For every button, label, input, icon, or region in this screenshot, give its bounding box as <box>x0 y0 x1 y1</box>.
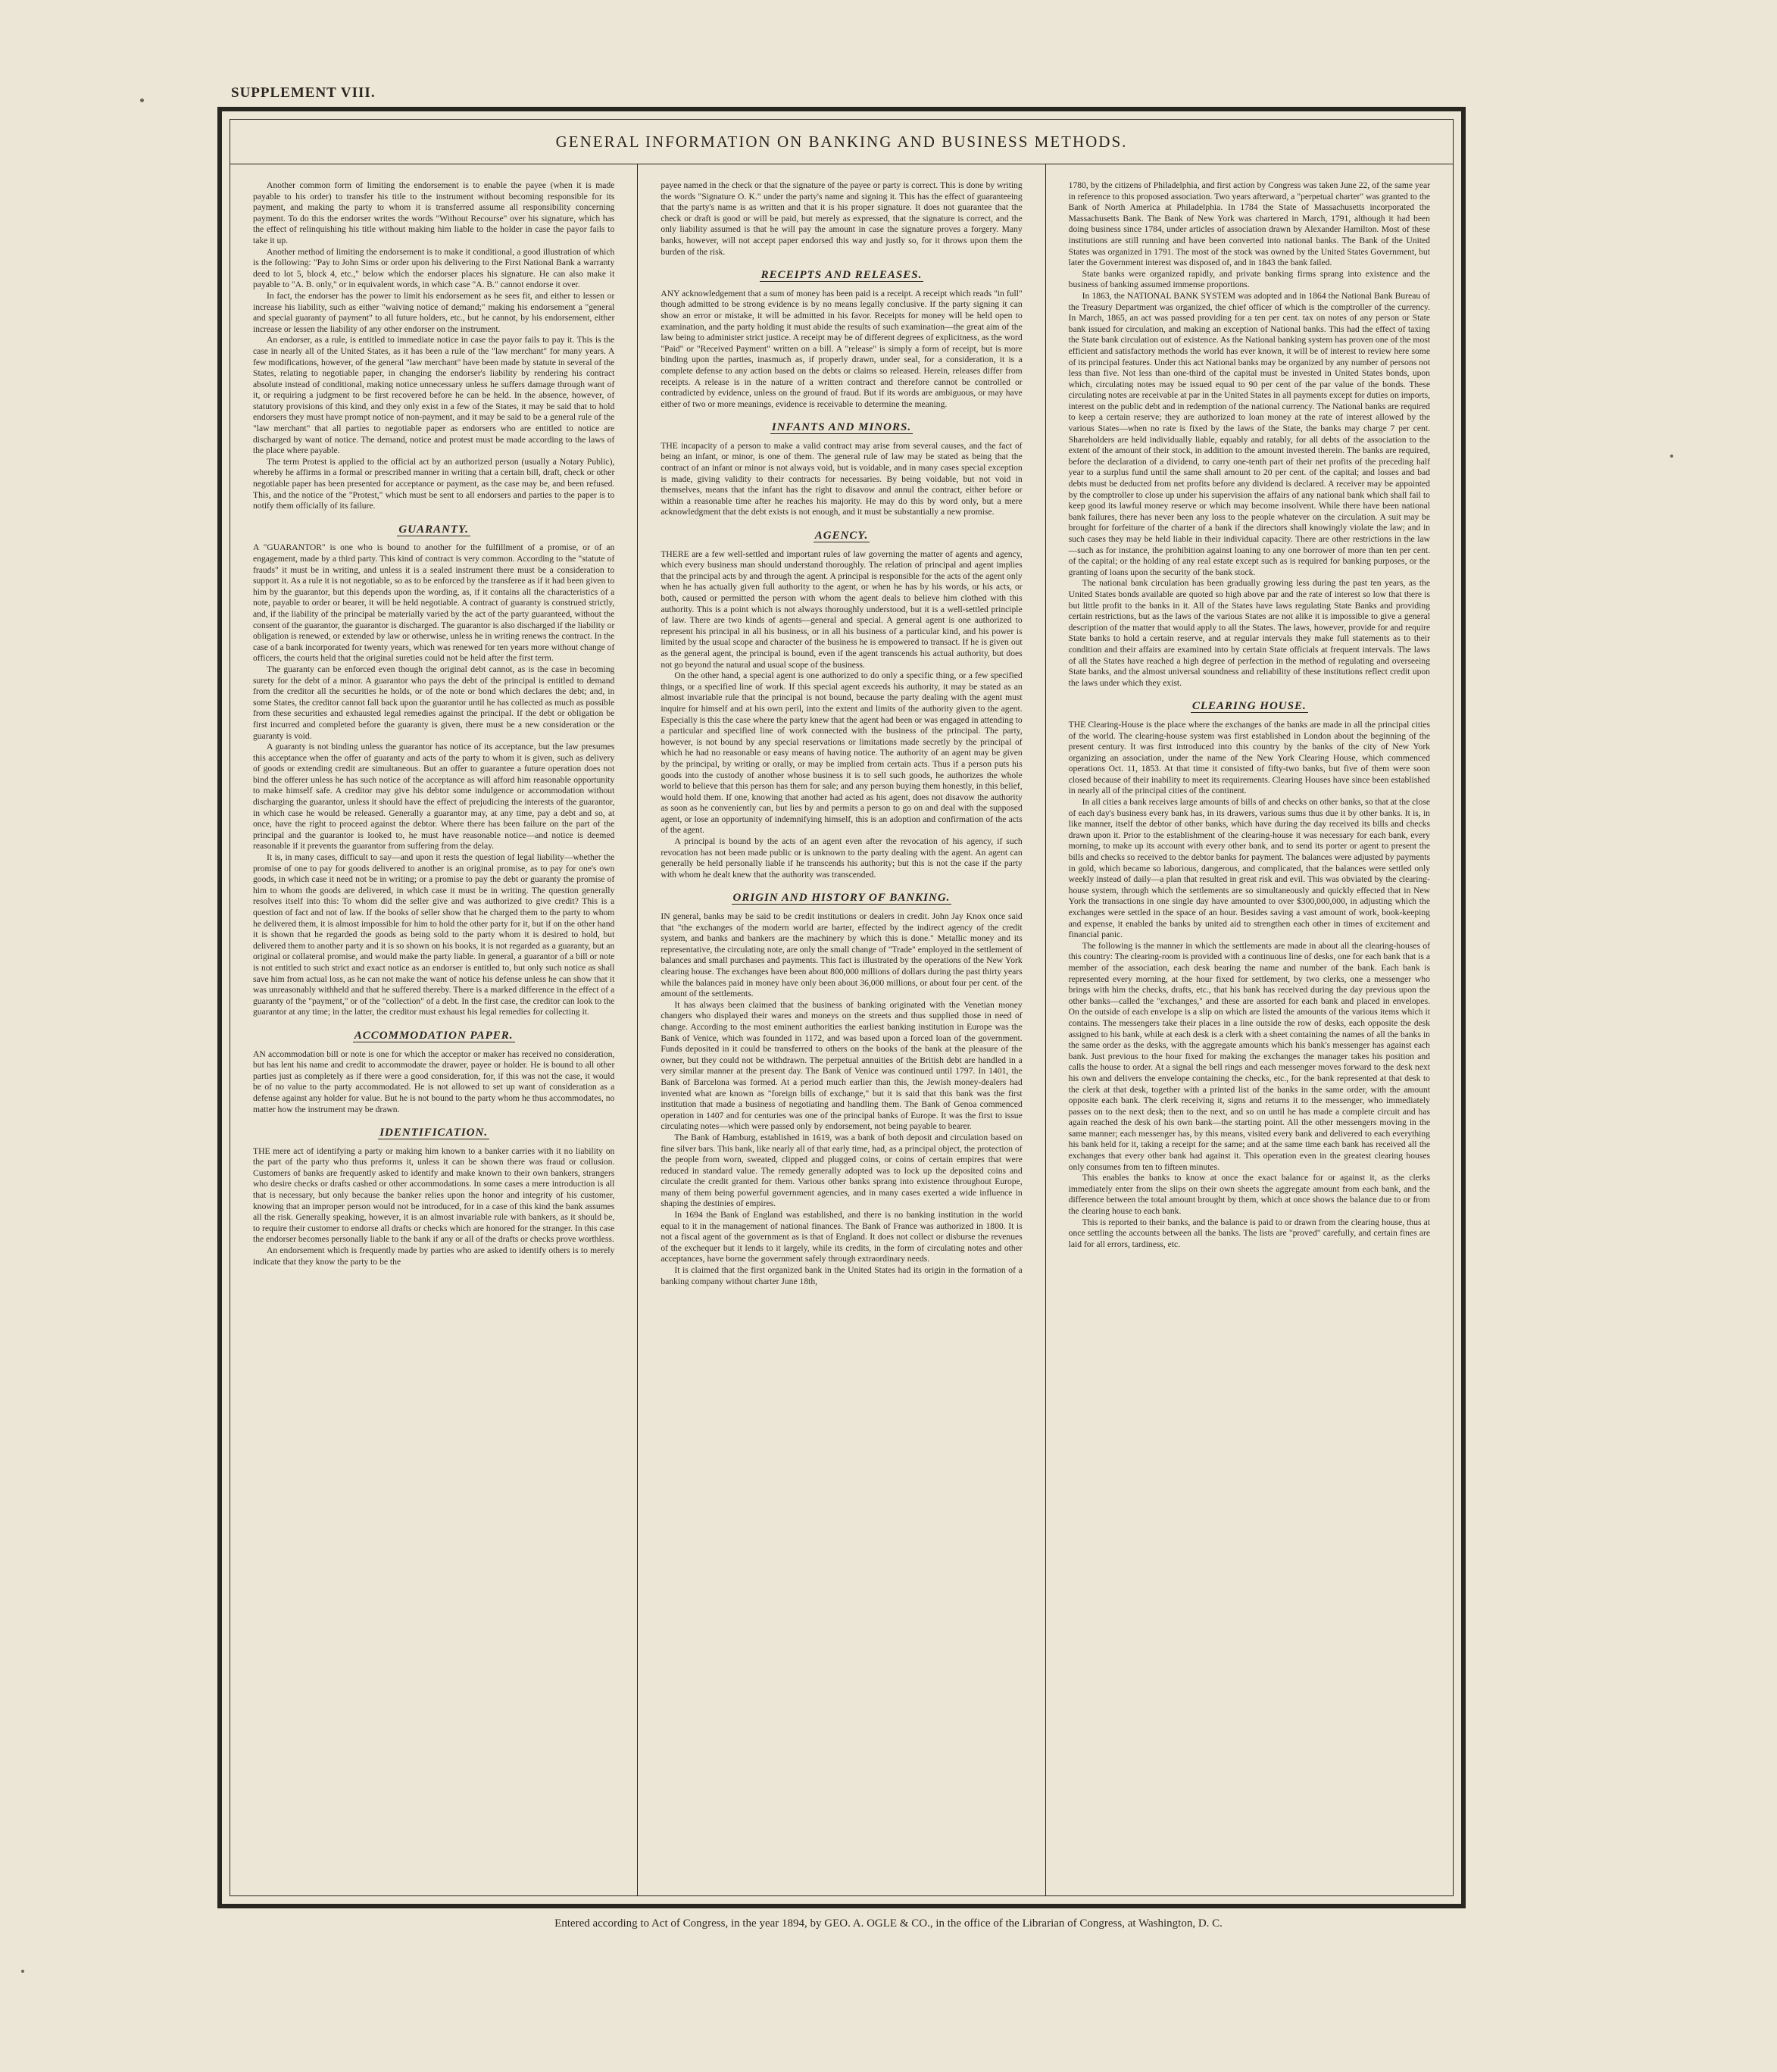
column-1 <box>230 164 637 1895</box>
paragraph: In 1863, the NATIONAL BANK SYSTEM was adopted and in 1864 the National Bank Bureau of the Treasury Department was organized, the chief officer of which is the comptroller of the currency. In March, 1865, an act was passed providing for a ten per cent. tax on notes of any person or State bank issued for circulation, and making an exception of National banks. This had the effect of taxing the State bank circulation out of existence. As the National banking system has proven one of the most efficient and satisfactory methods the world has ever known, it will be of interest to review here some of its principal features. Under this act National banks may be organized by any number of persons not less than five. Not less than one-third of the capital must be invested in United States bonds, upon which, circulating notes may be issued equal to 90 per cent of the par value of the bonds. These circulating notes are receivable at par in the United States in all payments except for duties on imports, interest on the public debt and in redemption of the national currency. The National banks are required to keep a certain reserve; they are authorized to loan money at the rate of interest allowed by the various States—when no rate is fixed by the laws of the State, the banks may charge 7 per cent. Shareholders are held individually liable, equably and ratably, for all debts of the association to the extent of the amount of their stock, in addition to the amount invested therein. The banks are required, before the declaration of a dividend, to carry one-tenth part of their net profits of the preceding half year to a surplus fund until the same shall amount to 20 per cent. of the capital; and losses and bad debts must be deducted from net profits before any dividend is declared. A receiver may be appointed by the comptroller to close up under his supervision the affairs of any national bank which shall fail to keep good its lawful money reserve or which may become insolvent. While there have been national bank failures, there has never been any loss to the people whatever on the circulation. A suit may be brought for forfeiture of the charter of a bank if the directors shall knowingly violate the law; and in such cases they may be held liable in their individual capacity. There are other restrictions in the law—such as for instance, the prohibition against loaning to any one borrower of more than ten per cent. of the capital; or the holding of any real estate except such as is required for banking purposes, or the granting of loans upon the security of the bank stock. <box>1068 290 1430 577</box>
section-heading-text: ACCOMMODATION PAPER. <box>354 1029 514 1042</box>
paragraph: An endorser, as a rule, is entitled to immediate notice in case the payor fails to pay it. This is the case in nearly all of the United States, as it has been a rule of the "law merchant" for many years. A few modifications, however, of the general "law merchant" have been made by statute in several of the States, relating to negotiable paper, in changing the endorser's liability by rendering his contract absolute instead of conditional, making notice unnecessary unless he suffers damage through want of it, or requiring a judgment to be first recovered before he can be held. In the absence, however, of statutory provisions of this kind, and they only exist in a few of the States, it may be said that to hold endorsers they must have prompt notice of non-payment, and it may be said to be a general rule of the "law merchant" that all parties to negotiable paper as endorsers who are entitled to notice are discharged by want of notice. The demand, notice and protest must be made according to the laws of the place where payable. <box>253 335 615 456</box>
section-heading <box>253 1127 614 1139</box>
section-heading <box>1069 701 1430 712</box>
section-heading <box>661 892 1022 904</box>
paragraph: This is reported to their banks, and the balance is paid to or drawn from the clearing house, thus at once settling the accounts between all the banks. The lists are "proved" carefully, and certain fines are laid for all errors, tardiness, etc. <box>1068 1217 1430 1249</box>
section-heading-text: ORIGIN AND HISTORY OF BANKING. <box>732 892 951 905</box>
section-heading-text: RECEIPTS AND RELEASES. <box>760 269 923 282</box>
paragraph: Another method of limiting the endorsement is to make it conditional, a good illustration of which is the following: "Pay to John Sims or order upon his delivering to the First National Bank a warranty deed to lot 5, block 4, etc.," below which the endorser places his signature. He can also make it payable to "A. B. only," or in equivalent words, in which case "A. B." cannot endorse it over. <box>253 246 615 290</box>
section-heading-text: INFANTS AND MINORS. <box>771 421 912 434</box>
copyright-footer: Entered according to Act of Congress, in the year 1894, by GEO. A. OGLE & CO., in the office of the Librarian of Congress, at Washington, D. C. <box>554 1917 1223 1930</box>
paragraph: The national bank circulation has been gradually growing less during the past ten years, as the United States bonds available are quoted so high above par and the rate of interest so low that there is but little profit to the banks in it. All of the States have laws regulating State Banks and providing certain restrictions, but as the laws of the various States are not alike it is impossible to give a general description of the matter that would apply to all the States. The laws, however, provide for and require State banks to hold a certain reserve, and at regular intervals they make full statements as to their condition and their affairs are examined into by certain State officials at frequent intervals. The laws of all the States have reached a high degree of perfection in the method of regulating and overseeing State banks, and the almost universal soundness and reliability of these institutions reflect credit upon the laws under which they exist. <box>1068 578 1430 688</box>
paragraph: THE incapacity of a person to make a valid contract may arise from several causes, and the fact of being an infant, or minor, is one of them. The general rule of law may be stated as being that the contract of an infant or minor is not always void, but is voidable, and in many cases special exception is made, giving validity to their contracts for necessaries. By being voidable, but not void in themselves, means that the infant has the right to disavow and annul the contract, either before or within a reasonable time after he reaches his majority. He may do this by word only, but a mere acknowledgment that the debt exists is not enough, and it must be substantially a new promise. <box>661 440 1023 517</box>
section-heading-text: CLEARING HOUSE. <box>1191 700 1307 713</box>
section-heading-text: IDENTIFICATION. <box>379 1127 489 1139</box>
paragraph: State banks were organized rapidly, and private banking firms sprang into existence and the business of banking assumed immense proportions. <box>1068 268 1430 290</box>
frame-inner <box>230 119 1454 1896</box>
paragraph: It is claimed that the first organized bank in the United States had its origin in the formation of a banking company without charter June 18th, <box>661 1265 1023 1286</box>
page-frame <box>217 107 1466 1908</box>
paragraph: In all cities a bank receives large amounts of bills of and checks on other banks, so that at the close of each day's business every bank has, in its drawers, various sums thus due it by other banks. It is, in like manner, itself the debtor of other banks, which have during the day received its bills and checks drawn upon it. Prior to the establishment of the clearing-house it was necessary for each bank, every morning, to make up its account with every other bank, and to send its porter or agent to present the bills and checks so received to the debtor banks for payment. The balances were adjusted by payments in gold, which became so laborious, dangerous, and complicated, that the balances were settled only weekly instead of daily—a plan that resulted in great risk and evil. This was obviated by the clearing-house system, through which the settlements are so simultaneously and quickly effected that in New York the transactions in one single day have amounted to over $300,000,000, in adjusting which the exchanges were settled in the space of an hour. Besides saving a vast amount of work, book-keeping and expense, it enabled the banks by united aid to strengthen each other in times of excitement and financial panic. <box>1068 797 1430 940</box>
paragraph: In fact, the endorser has the power to limit his endorsement as he sees fit, and either to lessen or increase his liability, such as either "waiving notice of demand;" making his endorsement a "general and special guaranty of payment" to all future holders, etc., but he cannot, by his endorsement, either increase or lessen the liability of any other endorser on the instrument. <box>253 290 615 334</box>
paragraph: The following is the manner in which the settlements are made in about all the clearing-houses of this country: The clearing-room is provided with a continuous line of desks, one for each bank that is a member of the association, each desk bearing the name and number of the bank. Each bank is represented every morning, at the hour fixed for settlement, by two clerks, one a messenger who brings with him the checks, drafts, etc., that his bank has received during the day previous upon the other banks—called the "exchanges," and these are assorted for each bank and placed in envelopes. On the outside of each envelope is a slip on which are listed the amounts of the various items which it contains. The messengers take their places in a line outside the row of desks, each opposite the desk assigned to his bank, while at each desk is a clerk with a sheet containing the names of all the banks in the same order as the desks, with the aggregate amounts which his bank's messenger has against each bank. Just previous to the hour fixed for making the exchanges the manager takes his position and calls the house to order. At a signal the bell rings and each messenger moves forward to the desk next his own and delivers the envelope containing the checks, etc., for the bank represented at that desk to the clerk at that desk, together with a printed list of the banks in the same order, with the amount opposite each bank. The clerk receiving it, signs and returns it to the messenger, who immediately passes on to the next desk; then to the next, and so on until he has made a complete circuit and has again reached the desk of his own bank—the starting point. All the other messengers moving in the same manner; each messenger has, by this means, visited every bank and delivered to each everything his bank held for it, taking a receipt for the same; and at the same time each bank has received all the exchanges that every other bank had against it. This operation even in the greatest clearing houses only consumes from ten to fifteen minutes. <box>1068 940 1430 1172</box>
section-heading-text: GUARANTY. <box>398 523 469 536</box>
speck <box>1670 455 1673 458</box>
paragraph: ANY acknowledgement that a sum of money has been paid is a receipt. A receipt which reads "in full" though admitted to be strong evidence is by no means legally conclusive. If the party signing it can show an error or mistake, it will be admitted in his favor. Receipts for money will be held open to examination, and the party holding it must abide the results of such examination—the great aim of the law being to administer strict justice. A receipt may be of different degrees of explicitness, as the word "Paid" or "Received Payment" written on a bill. A "release" is simply a form of receipt, but is more binding upon the parties, inasmuch as, if properly drawn, under seal, for a consideration, it is a complete defense to any action based on the debts or claims so released. Herein, releases differ from receipts. A release is in the nature of a written contract and therefore cannot be controlled or contradicted by evidence, unless on the ground of fraud. But if its words are ambiguous, or may have either of two or more meanings, evidence is receivable to determine the meaning. <box>661 288 1023 409</box>
columns <box>230 164 1453 1895</box>
paragraph: payee named in the check or that the signature of the payee or party is correct. This is done by writing the words "Signature O. K." under the party's name and signing it. This has the effect of guaranteeing that the party's name is as written and that it is his proper signature. It does not guarantee that the check or draft is good or will be paid, but merely as expressed, that the signature is correct, and the only liability assumed is that he will pay the amount in case the signature proves a forgery. Many banks, however, will not accept paper endorsed this way and justly so, for it throws upon them the burden of the risk. <box>661 180 1023 257</box>
paragraph: It has always been claimed that the business of banking originated with the Venetian money changers who displayed their wares and moneys on the streets and thus supplied those in need of change. According to the most eminent authorities the earliest banking institution in Europe was the Bank of Venice, which was founded in 1172, and was based upon a forced loan of the government. Funds deposited in it could be transferred to others on the books of the bank at the pleasure of the owner, but they could not be withdrawn. The perpetual annuities of the British debt are handled in a very similar manner at the present day. The Bank of Venice was continued until 1797. In 1401, the Bank of Barcelona was formed. At a period much earlier than this, the Jewish money-dealers had invented what are known as "foreign bills of exchange," but it is said that this bank was the first institution that made a business of negotiating and handling them. The Bank of Genoa commenced operation in 1407 and for centuries was one of the principal banks of Europe. It was the first to issue circulating notes—which were passed only by endorsement, not being payable to bearer. <box>661 999 1023 1132</box>
section-heading-text: AGENCY. <box>814 530 869 542</box>
paragraph: The term Protest is applied to the official act by an authorized person (usually a Notary Public), whereby he affirms in a formal or prescribed manner in writing that a certain bill, draft, check or other negotiable paper has been presented for acceptance or payment, as the case may be, and been refused. This, and the notice of the "Protest," which must be sent to all endorsers and parties to the paper is to notify them officially of its failure. <box>253 456 615 511</box>
paragraph: The guaranty can be enforced even though the original debt cannot, as is the case in becoming surety for the debt of a minor. A guarantor who pays the debt of the principal is entitled to demand from the creditor all the securities he holds, or of the note or bond which declares the debt; and, in some States, the creditor cannot fall back upon the guarantor until he has collected as much as possible from these securities and exhausted legal remedies against the principal. If the debt or obligation be first incurred and completed before the guaranty is given, there must be a new consideration or the guaranty is void. <box>253 664 615 741</box>
paragraph: AN accommodation bill or note is one for which the acceptor or maker has received no consideration, but has lent his name and credit to accommodate the drawer, payee or holder. He is bound to all other parties just as completely as if there were a good consideration, for, if this was not the case, it would be of no value to the party accommodated. He is not allowed to set up want of consideration as a defense against any holder for value. But he is not bound to the party whom he thus accommodates, no matter how the instrument may be drawn. <box>253 1049 615 1114</box>
page-label: SUPPLEMENT VIII. <box>231 85 376 101</box>
paragraph: This enables the banks to know at once the exact balance for or against it, as the clerks immediately enter from the slips on their own sheets the aggregate amount from each bank, and the difference between the total amount brought by them, which at once shows the balance due to or from the clearing house to each bank. <box>1068 1173 1430 1217</box>
paragraph: THE mere act of identifying a party or making him known to a banker carries with it no liability on the part of the party who thus preforms it, unless it can be shown there was fraud or collusion. Customers of banks are frequently asked to identify and make known to their own bankers, strangers who desire checks or drafts cashed or other accommodations. In some cases a mere introduction is all that is necessary, but only because the banker relies upon the honor and integrity of his customer, knowing that an improper person would not be introduced, for in a case of this kind the bank assumes all the risk. Generally speaking, however, it is an almost invariable rule with bankers, as it should be, to require their customer to endorse all drafts or checks which are honored for the stranger. In this case the endorser becomes personally liable to the bank if any or all of the drafts or checks prove worthless. <box>253 1145 615 1245</box>
section-heading <box>253 1030 614 1042</box>
paragraph: It is, in many cases, difficult to say—and upon it rests the question of legal liability—whether the promise of one to pay for goods delivered to another is an original promise, as to pay for one's own goods, in which case it need not be in writing; or a promise to pay the debt or guaranty the promise of him to whom the goods are delivered, in which case it must be in writing. The question generally resolves itself into this: To whom did the seller give and was authorized to give credit? This is a question of fact and not of law. If the books of seller show that he charged them to the party to whom he delivered them, it is almost impossible for him to hold the other party for it, but if on the other hand it is shown that he regarded the goods as being sold to the party whom it is desired to hold, but delivered them to another party and it is so shown on his books, it is not regarded as a guaranty, but an original or collateral promise, and would make the party liable. In general, a guarantor of a bill or note is not entitled to such strict and exact notice as an endorser is entitled to, but only such notice as shall save him from actual loss, as he can not make the want of notice his defense unless he can show that it was unreasonably withheld and that he suffered thereby. There is a marked difference in the effect of a guaranty of the "payment," or of the "collection" of a debt. In the first case, the creditor can look to the guarantor at any time; in the latter, the creditor must exhaust his legal remedies for collecting it. <box>253 852 615 1017</box>
paragraph: 1780, by the citizens of Philadelphia, and first action by Congress was taken June 22, of the same year in reference to this proposed association. Two years afterward, a "perpetual charter" was granted to the Bank of North America at Philadelphia. In 1784 the State of Massachusetts incorporated the Massachusetts Bank. The Bank of New York was chartered in March, 1791, although it had been doing business since 1784, under articles of association drawn by Alexander Hamilton. Most of these institutions are still running and have been converted into national banks. The Bank of the United States was organized in 1791. The most of the stock was owned by the United States Government, but later the Government interest was disposed of, and in 1843 the bank failed. <box>1068 180 1430 268</box>
paragraph: THERE are a few well-settled and important rules of law governing the matter of agents and agency, which every business man should understand thoroughly. The relation of principal and agent implies that the principal acts by and through the agent. A principal is responsible for the acts of the agent only when he has actually given full authority to the agent, or when he has by his words, or his acts, or both, caused or permitted the person with whom the agent deals to believe him clothed with this authority. This is a point which is not always thoroughly understood, but it is a well-settled principle of law. There are two kinds of agents—general and special. A general agent is one authorized to represent his principal in all his business, or in all his business of a particular kind, and his power is limited by the usual scope and character of the business he is empowered to transact. If he is given out as the general agent, the principal is bound, even if the agent transcends his actual authority, but does not go beyond the natural and usual scope of the business. <box>661 548 1023 670</box>
paragraph: A guaranty is not binding unless the guarantor has notice of its acceptance, but the law presumes this acceptance when the offer of guaranty and acts of the party to whom it is given, such as delivery of goods or extending credit are simultaneous. But an offer to guarantee a future operation does not bind the offerer unless he has such notice of the acceptance as will afford him reasonable opportunity to make himself safe. A creditor may give his debtor some indulgence or accommodation without discharging the guarantor, unless it should have the effect of prejudicing the interests of the guarantor, in which case he would be released. Generally a guarantor may, at any time, pay a debt and so, at once, have the right to proceed against the debtor. Where there has been failure on the part of the principal and the guarantor is looked to, he must have reasonable notice—and notice is deemed reasonable if it prevents the guarantor from suffering from the delay. <box>253 742 615 852</box>
paragraph: THE Clearing-House is the place where the exchanges of the banks are made in all the principal cities of the world. The clearing-house system was first established in London about the beginning of the present century. It was first introduced into this country by the banks of the city of New York organizing an association, under the name of the New York Clearing House, which commenced operations Oct. 11, 1853. At that time it consisted of fifty-two banks, but five of them were soon closed because of their inability to meet its requirements. Clearing Houses have since been established in nearly all of the principal cities of the continent. <box>1068 719 1430 796</box>
section-heading <box>661 270 1022 281</box>
section-heading <box>661 422 1022 433</box>
paragraph: A principal is bound by the acts of an agent even after the revocation of his agency, if such revocation has not been made public or is unknown to the party dealing with the agent. An agent can generally be held personally liable if he transcends his authority; but this is not the case if the party with whom he dealt knew that the authority was transcended. <box>661 836 1023 880</box>
column-2 <box>637 164 1045 1895</box>
paragraph: In 1694 the Bank of England was established, and there is no banking institution in the world equal to it in the management of national finances. The Bank of France was authorized in 1800. It is not a fiscal agent of the government as is that of England. It does not collect or disburse the revenues of the exchequer but it lends to it largely, while its credits, in the form of circulating notes and other acceptances, have borne the government safely through extraordinary needs. <box>661 1210 1023 1264</box>
speck <box>21 1970 24 1973</box>
section-heading <box>661 530 1022 542</box>
page-title: GENERAL INFORMATION ON BANKING AND BUSINESS METHODS. <box>230 120 1453 164</box>
speck <box>140 98 144 102</box>
column-3 <box>1045 164 1453 1895</box>
paragraph: On the other hand, a special agent is one authorized to do only a specific thing, or a few specified things, or a specified line of work. If this special agent exceeds his authority, it may be stated as an almost invariable rule that the principal is not bound, because the party dealing with the agent must inquire for himself and at his own peril, into the extent and limits of the authority given to the agent. Especially is this the case where the party knew that the agent had been or was engaged in attending to a particular and specified line of work connected with the business of the principal. The party, however, is not bound by any special reservations or limitations made secretly by the principal of which he had no reasonable or easy means of having notice. The authority of an agent may be given by the principal, by writing or orally, or may be implied from certain acts. Thus if a person puts his goods into the custody of another whose business it is to sell such goods, he authorizes the whole world to believe that this person has them for sale; and any person buying them honestly, in this belief, would hold them. If one, knowing that another had acted as his agent, does not disavow the authority as soon as he conveniently can, but lies by and permits a person to go on and deal with the supposed agent, or lose an opportunity of indemnifying himself, this is an adoption and confirmation of the acts of the agent. <box>661 670 1023 836</box>
paragraph: An endorsement which is frequently made by parties who are asked to identify others is to merely indicate that they know the party to be the <box>253 1245 615 1267</box>
paragraph: The Bank of Hamburg, established in 1619, was a bank of both deposit and circulation based on fine silver bars. This bank, like nearly all of that early time, had, as a principal object, the protection of the people from worn, sweated, clipped and plugged coins, or coins of certain empires that were reduced in standard value. The remedy generally adopted was to lock up the deposited coins and circulate the credit granted for them. Various other banks sprang into existence throughout Europe, many of them being powerful government agencies, and in many cases exerted a wide influence in shaping the destinies of empires. <box>661 1132 1023 1209</box>
paragraph: Another common form of limiting the endorsement is to enable the payee (when it is made payable to his order) to transfer his title to the instrument without becoming responsible for its payment, and making the party to whom it is transferred assume all responsibility concerning payment. To do this the endorser writes the words "Without Recourse" over his signature, which has the effect of relinquishing his title without making him liable to the holder in case the payor fails to take it up. <box>253 180 615 245</box>
section-heading <box>253 524 614 536</box>
paragraph: IN general, banks may be said to be credit institutions or dealers in credit. John Jay Knox once said that "the exchanges of the modern world are barter, effected by the indirect agency of the credit system, and banks and bankers are the machinery by which this is done." Metallic money and its representative, the circulating note, are only the small change of "Trade" employed in the settlement of balances and small purchases and payments. This fact is illustrated by the operations of the New York clearing house. The exchanges have been about 800,000 millions of dollars during the past thirty years while the balances paid in money have only been about 36,000 millions, or about four per cent. of the amount of the settlements. <box>661 911 1023 999</box>
paragraph: A "GUARANTOR" is one who is bound to another for the fulfillment of a promise, or of an engagement, made by a third party. This kind of contract is very common. According to the "statute of frauds" it must be in writing, and unless it is a sealed instrument there must be a consideration to support it. As a rule it is not negotiable, so as to be enforced by the transferee as if it had been given to him by the guarantor, but this depends upon the wording, as, if it contains all the characteristics of a note, payable to order or bearer, it will be held negotiable. A contract of guaranty is construed strictly, and, if the liability of the principal be materially varied by the act of the party guaranteed, without the consent of the guarantor, the guarantor is discharged. The guarantor is also discharged if the liability or obligation is renewed, or extended by law or otherwise, unless he in writing renews the contract. In the case of a bank incorporated for twenty years, which was renewed for ten years more without change of officers, the courts held that the original sureties could not be held after the first term. <box>253 542 615 664</box>
